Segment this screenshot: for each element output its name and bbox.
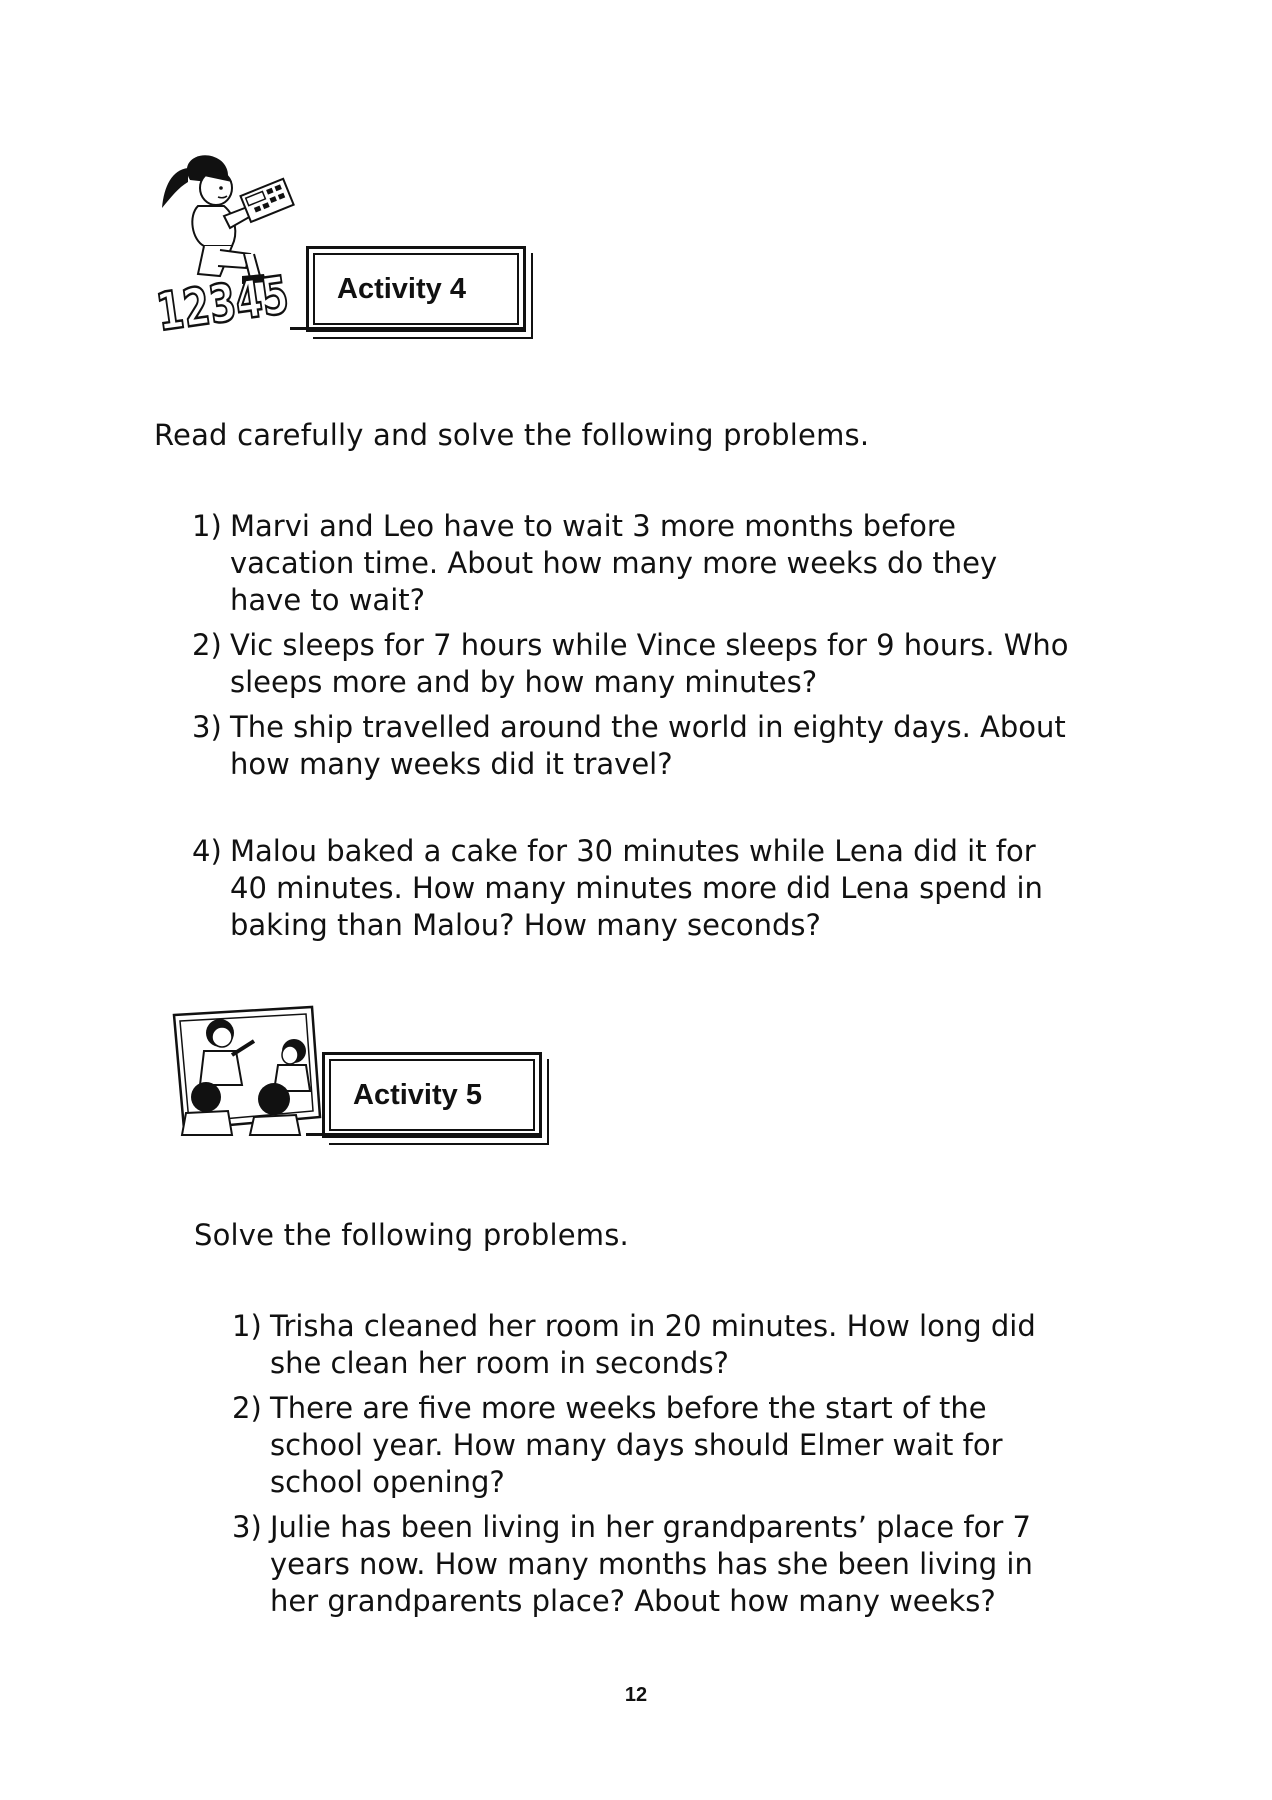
activity-5-instruction: Solve the following problems.: [194, 1218, 629, 1252]
problem-text: Vic sleeps for 7 hours while Vince sleeps for 9 hours. Who sleeps more and by how many minutes?: [230, 628, 1069, 699]
activity-4-instruction: Read carefully and solve the following problems.: [154, 418, 870, 452]
problem-number: 3): [232, 1510, 262, 1544]
list-item: [232, 1308, 1062, 1382]
list-item: [192, 627, 1072, 701]
list-item: [232, 1509, 1062, 1620]
list-item: [192, 709, 1072, 783]
problem-number: 1): [192, 509, 222, 543]
problem-number: 2): [192, 628, 222, 662]
activity-5-title: Activity 5: [353, 1078, 482, 1111]
activity-4-problem-list: [192, 508, 1072, 952]
problem-text: There are five more weeks before the start of the school year. How many days should Elmer wait for school opening?: [270, 1391, 1003, 1499]
problem-number: 3): [192, 710, 222, 744]
activity-4-title-box: [306, 246, 526, 332]
activity-4-underline: [290, 327, 526, 330]
list-item: [232, 1390, 1062, 1501]
children-at-board-illustration: [170, 1005, 330, 1135]
problem-text: Marvi and Leo have to wait 3 more months before vacation time. About how many more weeks do they have to wait?: [230, 509, 998, 617]
problem-text: The ship travelled around the world in eighty days. About how many weeks did it travel?: [230, 710, 1066, 781]
problem-number: 4): [192, 834, 222, 868]
page-number: 12: [624, 1684, 648, 1706]
activity-5-underline: [306, 1133, 542, 1136]
illustration-numerals: 12345: [153, 258, 341, 344]
problem-text: Malou baked a cake for 30 minutes while Lena did it for 40 minutes. How many minutes more did Lena spend in baking than Malou? How many seconds?: [230, 834, 1043, 942]
problem-number: 2): [232, 1391, 262, 1425]
problem-text: Trisha cleaned her room in 20 minutes. How long did she clean her room in seconds?: [270, 1309, 1036, 1380]
activity-5-problem-list: [232, 1308, 1062, 1628]
list-item: [192, 833, 1072, 944]
problem-text: Julie has been living in her grandparents’ place for 7 years now. How many months has she been living in her grandparents place? About how many weeks?: [270, 1510, 1033, 1618]
girl-with-calculator-illustration: [153, 150, 341, 344]
problem-number: 1): [232, 1309, 262, 1343]
list-item: [192, 508, 1072, 619]
activity-5-title-box: [322, 1052, 542, 1138]
activity-4-title: Activity 4: [337, 272, 466, 305]
